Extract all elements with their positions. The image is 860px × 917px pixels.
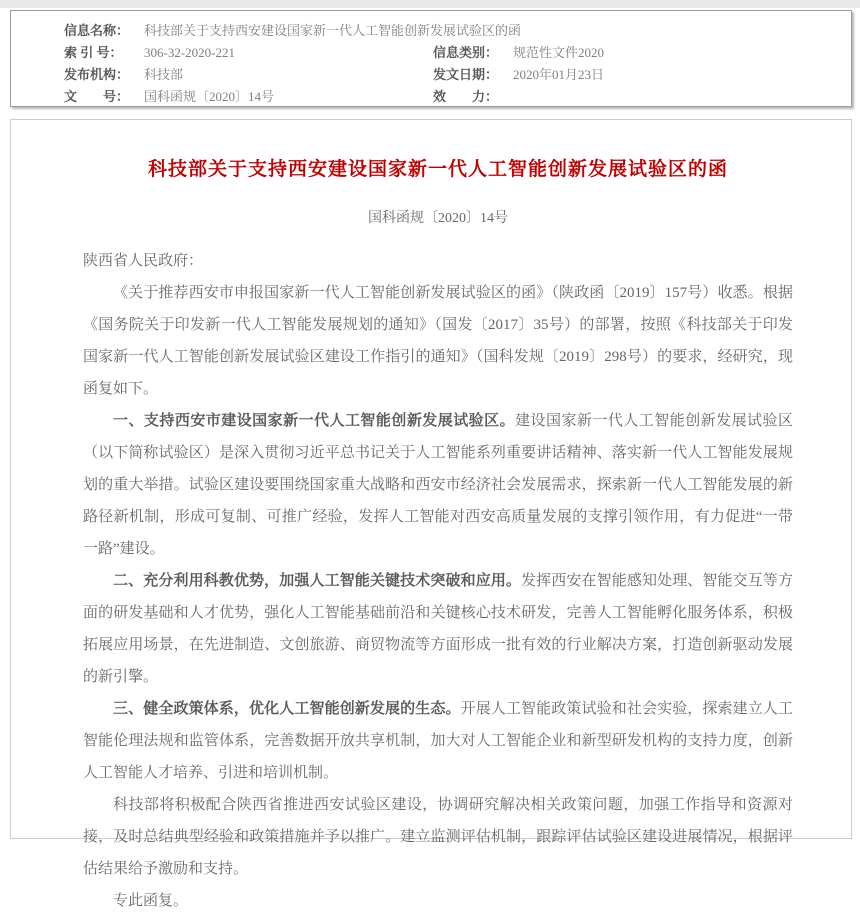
info-label-category: 信息类别： [433,45,499,60]
paragraph-heading-text: 三、健全政策体系，优化人工智能创新发展的生态。 [113,701,461,717]
info-label-name: 信息名称： [64,23,130,38]
paragraph-text: 开展人工智能政策试验和社会实验，探索建立人工智能伦理法规和监管体系，完善数据开放共享机制，加大对人工智能企业和新型研发机构的支持力度，创新人工智能人才培养、引进和培训机制。 [83,701,793,781]
document-content [83,245,793,917]
document-title: 科技部关于支持西安建设国家新一代人工智能创新发展试验区的函 [147,159,728,180]
info-row-name [64,20,841,42]
info-label-publisher: 发布机构： [64,67,130,82]
paragraph [83,693,793,789]
info-label-issue-date: 发文日期： [433,67,499,82]
info-row-agency [64,64,841,86]
paragraph-text: 《关于推荐西安市申报国家新一代人工智能创新发展试验区的函》（陕政函〔2019〕157号）收悉。根据《国务院关于印发新一代人工智能发展规划的通知》（国发〔2017〕35号）的部署，按照《科技部关于印发国家新一代人工智能创新发展试验区建设工作指引的通知》（国科发规〔2019〕298号）的要求，经研究，现函复如下。 [83,285,793,397]
document-panel [10,119,852,909]
paragraph [83,277,793,405]
paragraph-text: 专此函复。 [113,893,189,909]
paragraph-text: 发挥西安在智能感知处理、智能交互等方面的研发基础和人才优势，强化人工智能基础前沿和关键核心技术研发，完善人工智能孵化服务体系，积极拓展应用场景，在先进制造、文创旅游、商贸物流等方面形成一批有效的行业解决方案，打造创新驱动发展的新引擎。 [83,573,793,685]
paragraph-heading-text: 一、支持西安市建设国家新一代人工智能创新发展试验区。 [113,413,516,429]
paragraph [83,245,793,277]
info-label-effect: 效 力： [433,89,499,104]
paragraph-text: 建设国家新一代人工智能创新发展试验区（以下简称试验区）是深入贯彻习近平总书记关于人工智能系列重要讲话精神、落实新一代人工智能发展规划的重大举措。试验区建设要围绕国家重大战略和西安市经济社会发展需求，探索新一代人工智能发展的新路径新机制，形成可复制、可推广经验，发挥人工智能对西安高质量发展的支撑引领作用，有力促进“一带一路”建设。 [83,413,793,557]
paragraph [83,885,793,917]
info-row-docnum [64,86,841,108]
paragraph-text: 科技部将积极配合陕西省推进西安试验区建设，协调研究解决相关政策问题，加强工作指导和资源对接，及时总结典型经验和政策措施并予以推广。建立监测评估机制，跟踪评估试验区建设进展情况，根据评估结果给予激励和支持。 [83,797,793,877]
info-label-doc-number: 文 号： [64,89,130,104]
paragraph-text: 陕西省人民政府： [83,253,204,269]
info-row-index [64,42,841,64]
info-label-index-number: 索 引 号： [64,45,123,60]
info-value-category: 规范性文件2020 [513,45,605,60]
document-info-panel [10,10,852,107]
paragraph [83,565,793,693]
info-value-name: 科技部关于支持西安建设国家新一代人工智能创新发展试验区的函 [144,23,522,38]
info-value-doc-number: 国科函规〔2020〕14号 [144,89,275,104]
top-divider [0,0,860,8]
paragraph [83,405,793,565]
info-value-index-number: 306-32-2020-221 [144,45,235,60]
paragraph-heading-text: 二、充分利用科教优势，加强人工智能关键技术突破和应用。 [113,573,522,589]
info-value-issue-date: 2020年01月23日 [513,67,605,82]
document-number: 国科函规〔2020〕14号 [368,211,508,226]
paragraph [83,789,793,885]
info-value-publisher: 科技部 [144,67,184,82]
